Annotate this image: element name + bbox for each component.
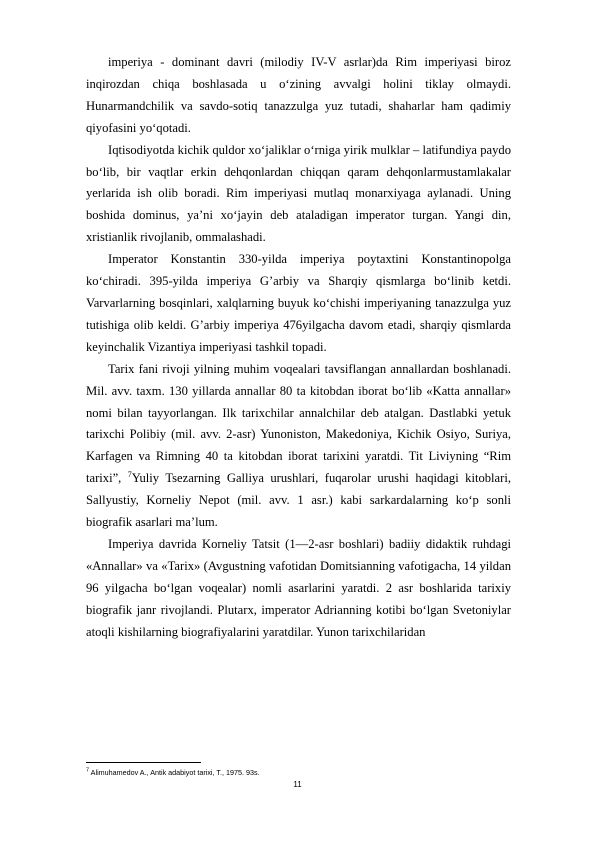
body-text — [86, 52, 511, 643]
footnote-number: 7 — [86, 767, 90, 774]
footnote-marker[interactable]: 7 — [127, 470, 132, 480]
footnote-text: Alimuhamedov A., Antik adabiyot tarixi, T., 1975. 93s. — [90, 768, 260, 777]
paragraph-5: Imperiya davrida Korneliy Tatsit (1—2-asr boshlari) badiiy didaktik ruhdagi «Annallar» va «Tarix» (Avgustning vafotidan Domitsianning vafotigacha, 14 yildan 96 yilgacha bo‘lgan voqealar) nomli asarlarini yaratdi. 2 asr boshlarida tarixiy biografik janr rivojlandi. Plutarx, imperator Adrianning kotibi bo‘lgan Svetoniylar atoqli kishilarning biografiyalarini yaratdilar. Yunon tarixchilaridan — [86, 536, 511, 639]
paragraph-4-continuation: Yuliy Tsezarning Galliya urushlari, fuqarolar urushi haqidagi kitoblari, Sallyustiy, Korneliy Nepot (mil. avv. 1 asr.) kabi sarkardalarning ko‘p sonli biografik asarlari ma’lum. — [86, 471, 511, 530]
paragraph-4 — [86, 359, 511, 534]
paragraph-1: imperiya - dominant davri (milodiy IV-V asrlar)da Rim imperiyasi biroz inqirozdan chiqa boshlasada u o‘zining avvalgi holini tiklay olmaydi. Hunarmandchilik va savdo-sotiq tanazzulga yuz tutadi, shaharlar ham qadimiy qiyofasini yo‘qotadi. — [86, 55, 511, 135]
paragraph-3: Imperator Konstantin 330-yilda imperiya poytaxtini Konstantinopolga ko‘chiradi. 395-yilda imperiya G’arbiy va Sharqiy qismlarga bo‘linib ketdi. Varvarlarning bosqinlari, xalqlarning buyuk ko‘chishi imperiyaning tanazzulga yuz tutishiga olib keldi. G’arbiy imperiya 476yilgacha davom etadi, sharqiy qismlarda keyinchalik Vizantiya imperiyasi tashkil topadi. — [86, 252, 511, 354]
page-number: 11 — [293, 780, 302, 789]
footnote — [86, 768, 511, 778]
footnote-divider — [86, 762, 201, 763]
paragraph-4-text: Tarix fani rivoji yilning muhim voqealari tavsiflangan annallardan boshlanadi. Mil. avv. taxm. 130 yillarda annallar 80 ta kitobdan iborat bo‘lib «Katta annallar» nomi bilan tayyorlangan. Ilk tarixchilar annalchilar deb atalgan. Dastlabki yetuk tarixchi Polibiy (mil. avv. 2-asr) Yunoniston, Makedoniya, Kichik Osiyo, Suriya, Karfagen va Rimning 40 ta kitobdan iborat tarixini yaratdi. Tit Liviyning “Rim tarixi”, — [86, 361, 511, 486]
paragraph-2: Iqtisodiyotda kichik quldor xo‘jaliklar o‘rniga yirik mulklar – latifundiya paydo bo‘lib, bir vaqtlar erkin dehqonlardan chiqqan qaram dehqonlarmustamlakalar yerlarida ish olib boradi. Rim imperiyasi mutlaq monarxiyaga aylanadi. Uning boshida dominus, ya’ni xo‘jayin deb ataladigan imperator turgan. Yangi din, xristianlik rivojlanib, ommalashadi. — [86, 142, 511, 245]
